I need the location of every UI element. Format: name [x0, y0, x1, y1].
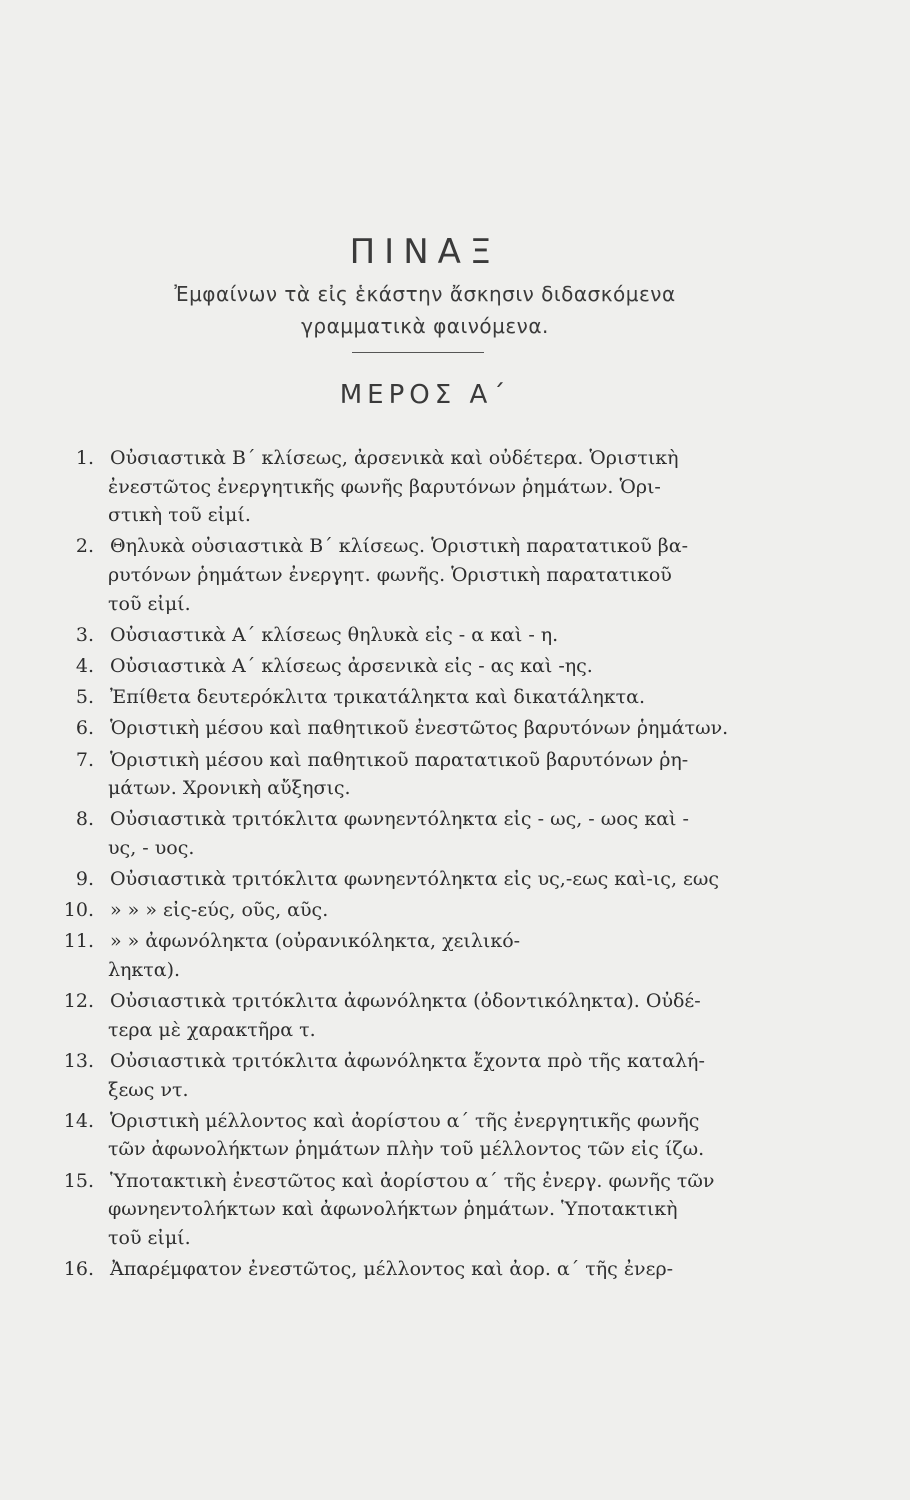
entry-text [110, 896, 822, 925]
entry-line: ξεως ντ. [108, 1078, 189, 1101]
toc-entry [0, 621, 910, 650]
toc-entry [0, 1255, 910, 1284]
toc-entry [0, 652, 910, 681]
entry-text [110, 1107, 822, 1164]
toc-entry [0, 865, 910, 894]
toc-entry [0, 746, 910, 803]
entry-line: τῶν ἀφωνολήκτων ῥημάτων πλὴν τοῦ μέλλοντος τῶν εἰς ίζω. [108, 1138, 705, 1161]
entry-line: Ὁριστικὴ μέλλοντος καὶ ἀορίστου α΄ τῆς ἐνεργητικῆς φωνῆς [110, 1109, 700, 1132]
entry-line: μάτων. Χρονικὴ αὔξησις. [108, 777, 351, 800]
toc-entry [0, 532, 910, 618]
entry-number: 6. [75, 717, 94, 740]
entry-line: Οὐσιαστικὰ Β΄ κλίσεως, ἀρσενικὰ καὶ οὐδέτερα. Ὁριστικὴ [110, 447, 679, 469]
entry-number: 14. [63, 1109, 94, 1132]
entry-line: Ἐπίθετα δευτερόκλιτα τρικατάληκτα καὶ δικατάληκτα. [110, 686, 646, 709]
entry-line: Οὐσιαστικὰ τριτόκλιτα φωνηεντόληκτα εἰς - ως, - ωος καὶ - [110, 808, 689, 831]
entry-text [110, 714, 822, 743]
entry-number: 15. [63, 1169, 94, 1192]
entry-line: Ὁριστικὴ μέσου καὶ παθητικοῦ παρατατικοῦ βαρυτόνων ῥη- [110, 748, 689, 771]
entry-line: ρυτόνων ῥημάτων ἐνεργητ. φωνῆς. Ὁριστικὴ παρατατικοῦ [108, 563, 672, 586]
entry-line: τοῦ εἰμί. [108, 592, 191, 615]
entry-line: Ὑποτακτικὴ ἐνεστῶτος καὶ ἀορίστου α΄ τῆς ἐνεργ. φωνῆς τῶν [110, 1169, 715, 1192]
entry-text [110, 444, 822, 530]
entry-line: φωνηεντολήκτων καὶ ἀφωνολήκτων ῥημάτων. Ὑποτακτικὴ [108, 1198, 678, 1221]
entry-number: 2. [75, 535, 94, 558]
entry-line: υς, - υος. [108, 836, 195, 859]
entry-text [110, 1047, 822, 1104]
entry-line: Ἀπαρέμφατον ἐνεστῶτος, μέλλοντος καὶ ἀορ. α΄ τῆς ἐνερ- [110, 1257, 674, 1280]
entry-number: 10. [63, 899, 94, 922]
entry-number: 12. [63, 990, 94, 1013]
entry-line: Οὐσιαστικὰ τριτόκλιτα ἀφωνόληκτα (ὀδοντικόληκτα). Οὐδέ- [110, 990, 701, 1013]
entry-line: στικὴ τοῦ εἰμί. [108, 504, 251, 527]
entry-text [110, 805, 822, 862]
entry-line: Ὁριστικὴ μέσου καὶ παθητικοῦ ἐνεστῶτος βαρυτόνων ῥημάτων. [110, 717, 729, 740]
entry-number: 5. [75, 686, 94, 709]
entry-text [110, 1255, 822, 1284]
toc-entry [0, 896, 910, 925]
entry-number: 11. [63, 930, 94, 953]
entry-text [110, 865, 822, 894]
entry-line: ἐνεστῶτος ἐνεργητικῆς φωνῆς βαρυτόνων ῥημάτων. Ὁρι- [108, 475, 661, 498]
toc-entry [0, 927, 910, 984]
entry-text [110, 532, 822, 618]
entry-line: ληκτα). [108, 959, 181, 982]
toc-entry [0, 1047, 910, 1104]
entry-number: 3. [75, 623, 94, 646]
entry-text [110, 1167, 822, 1253]
entry-number: 7. [75, 748, 94, 771]
entry-text [110, 683, 822, 712]
entry-text [110, 746, 822, 803]
entry-line: Οὐσιαστικὰ τριτόκλιτα ἀφωνόληκτα ἔχοντα πρὸ τῆς καταλή- [110, 1050, 705, 1072]
entry-text [110, 652, 822, 681]
subtitle-line-2: γραμματικὰ φαινόμενα. [301, 314, 549, 338]
entry-number: 1. [75, 447, 94, 469]
part-heading: ΜΕΡΟΣ Α΄ [339, 380, 511, 410]
entry-number: 4. [75, 654, 94, 677]
toc-entry [0, 987, 910, 1044]
entry-line: Οὐσιαστικὰ Α΄ κλίσεως ἀρσενικὰ εἰς - ας καὶ -ης. [110, 654, 593, 677]
toc-entry [0, 444, 910, 530]
toc-entry [0, 683, 910, 712]
toc-entry [0, 1167, 910, 1253]
entry-line: Οὐσιαστικὰ Α΄ κλίσεως θηλυκὰ εἰς - α καὶ - η. [110, 623, 559, 646]
entry-line: Θηλυκὰ οὐσιαστικὰ Β΄ κλίσεως. Ὁριστικὴ παρατατικοῦ βα- [110, 535, 689, 558]
divider-rule [352, 352, 484, 353]
table-of-contents [0, 444, 910, 1284]
entry-line: » » » εἰς-εύς, οῦς, αῦς. [110, 899, 329, 922]
entry-text [110, 621, 822, 650]
entry-line: τοῦ εἰμί. [108, 1226, 191, 1249]
subtitle-line-1: Ἐμφαίνων τὰ εἰς ἑκάστην ἄσκησιν διδασκόμενα [174, 282, 676, 306]
entry-text [110, 987, 822, 1044]
entry-line: τερα μὲ χαρακτῆρα τ. [108, 1018, 316, 1041]
entry-number: 9. [75, 868, 94, 891]
entry-line: Οὐσιαστικὰ τριτόκλιτα φωνηεντόληκτα εἰς υς,-εως καὶ-ις, εως [110, 868, 720, 891]
entry-number: 8. [75, 808, 94, 831]
toc-entry [0, 714, 910, 743]
page-title: ΠΙΝΑΞ [349, 232, 501, 272]
toc-entry [0, 1107, 910, 1164]
toc-entry [0, 805, 910, 862]
entry-text [110, 927, 822, 984]
entry-number: 16. [63, 1257, 94, 1280]
entry-line: » » ἀφωνόληκτα (οὐρανικόληκτα, χειλικό- [110, 930, 521, 953]
entry-number: 13. [63, 1050, 94, 1072]
